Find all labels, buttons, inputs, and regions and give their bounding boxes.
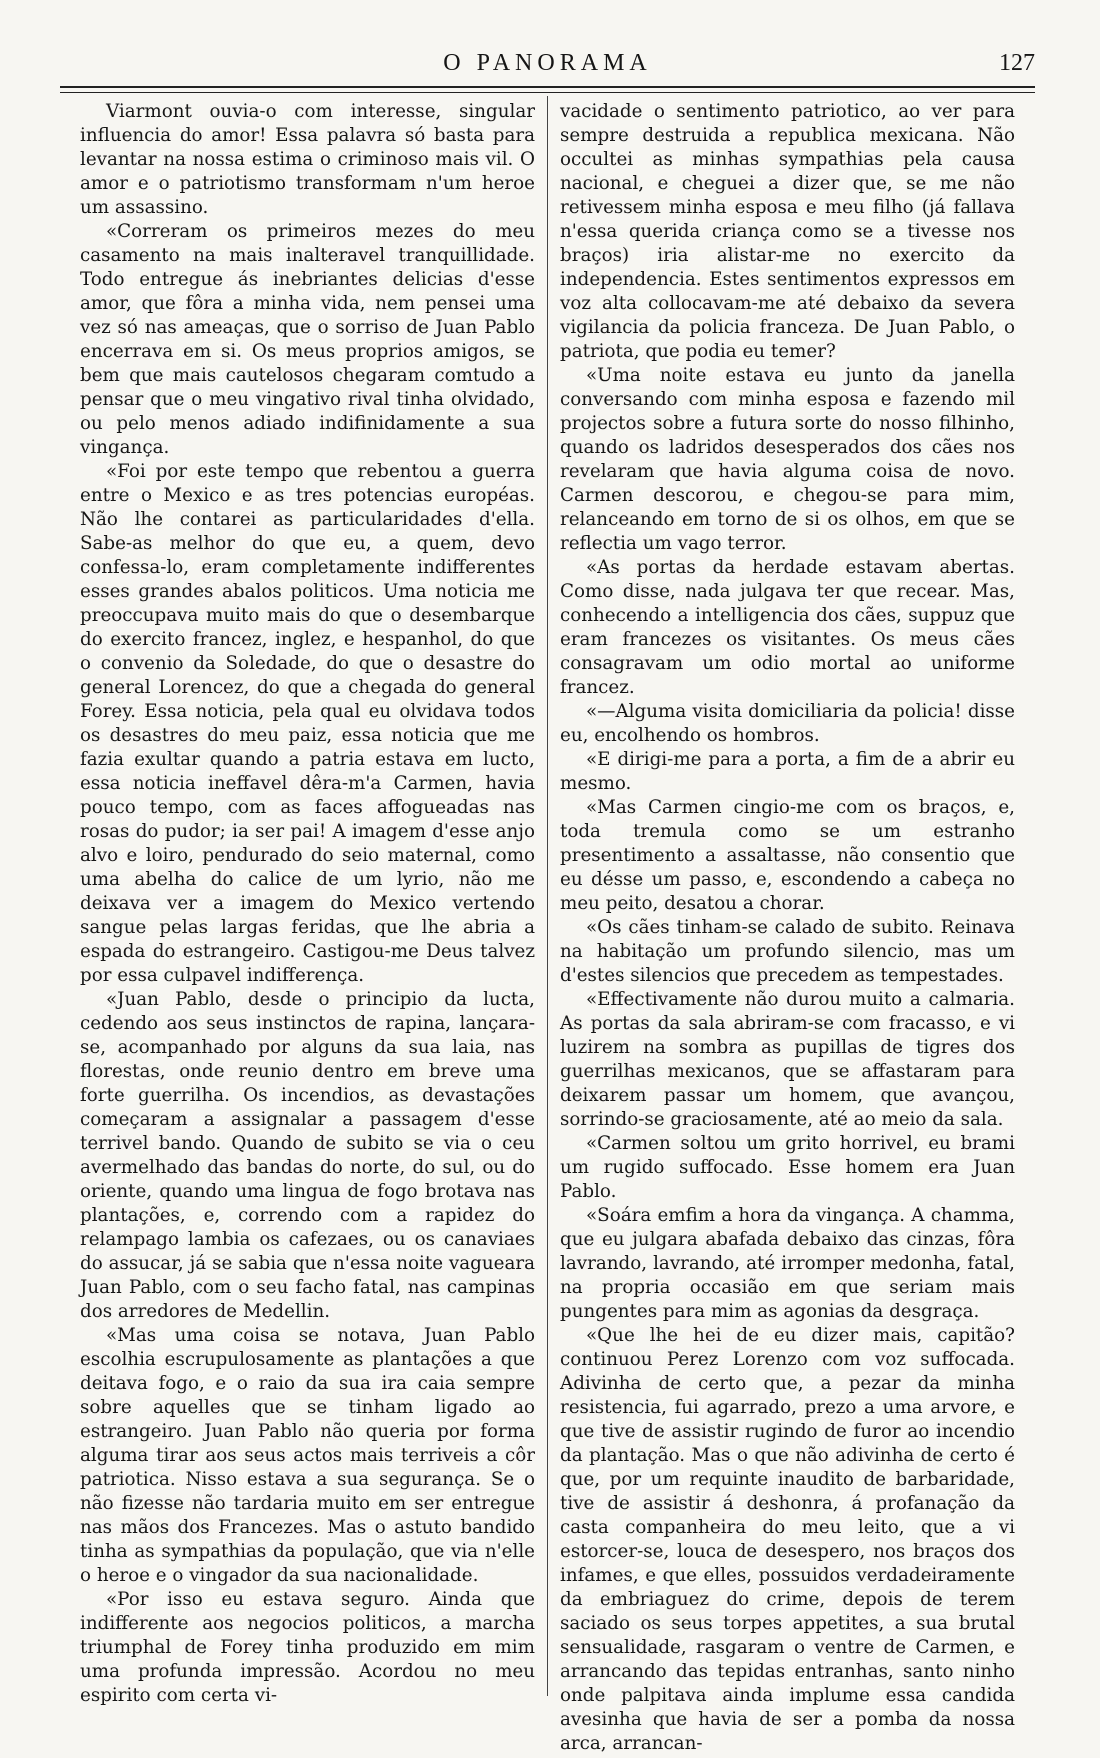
paragraph: «Os cães tinham-se calado de subito. Reinava na habitação um profundo silencio, mas um d'estes silencios que precedem as tempestades. xyxy=(560,917,1015,986)
paragraph: «Correram os primeiros mezes do meu casamento na mais inalteravel tranquillidade. Todo entregue ás inebriantes delicias d'esse amor, que fôra a minha vida, nem pensei uma vez só nas ameaças, que o sorriso de Juan Pablo encerrava em si. Os meus proprios amigos, se bem que mais cautelosos chegaram comtudo a pensar que o meu vingativo rival tinha olvidado, ou pelo menos adiado indifinidamente a sua vingança. xyxy=(80,221,535,458)
publication-title: O PANORAMA xyxy=(443,50,652,76)
paragraph: «Por isso eu estava seguro. Ainda que indifferente aos negocios politicos, a marcha triumphal de Forey tinha produzido em mim uma profunda impressão. Acordou no meu espirito com certa vi- xyxy=(80,1589,535,1706)
page-header xyxy=(60,50,1035,90)
page-number: 127 xyxy=(999,50,1035,76)
paragraph: «E dirigi-me para a porta, a fim de a abrir eu mesmo. xyxy=(560,749,1015,794)
paragraph: «Mas uma coisa se notava, Juan Pablo escolhia escrupulosamente as plantações a que deitava fogo, e o raio da sua ira caia sempre sobre aquelles que se tinham ligado ao estrangeiro. Juan Pablo não queria por forma alguma tirar aos seus actos mais terriveis a côr patriotica. Nisso estava a sua segurança. Se o não fizesse não tardaria muito em ser entregue nas mãos dos Francezes. Mas o astuto bandido tinha as sympathias da população, que via n'elle o heroe e o vingador da sua nacionalidade. xyxy=(80,1325,535,1586)
header-rule-thin xyxy=(60,92,1035,93)
right-column xyxy=(560,100,1015,1754)
paragraph: «As portas da herdade estavam abertas. Como disse, nada julgava ter que recear. Mas, conhecendo a intelligencia dos cães, suppuz que eram francezes os visitantes. Os meus cães consagravam um odio mortal ao uniforme francez. xyxy=(560,557,1015,698)
paragraph: «Que lhe hei de eu dizer mais, capitão? continuou Perez Lorenzo com voz suffocada. Adivinha de certo que, a pezar da minha resistencia, fui agarrado, prezo a uma arvore, e que tive de assistir rugindo de furor ao incendio da plantação. Mas o que não adivinha de certo é que, por um requinte inaudito de barbaridade, tive de assistir á deshonra, á profanação da casta companheira do meu leito, que a vi estorcer-se, louca de desespero, nos braços dos infames, e que elles, possuidos verdadeiramente da embriaguez do crime, depois de terem saciado os seus torpes appetites, a sua brutal sensualidade, rasgaram o ventre de Carmen, e arrancando das tepidas entranhas, santo ninho onde palpitava ainda implume essa candida avesinha que havia de ser a pomba da nossa arca, arrancan- xyxy=(560,1325,1015,1754)
column-divider xyxy=(547,96,548,1696)
header-rule xyxy=(60,86,1035,88)
paragraph: «Mas Carmen cingio-me com os braços, e, toda tremula como se um estranho presentimento a assaltasse, não consentio que eu désse um passo, e, escondendo a cabeça no meu peito, desatou a chorar. xyxy=(560,797,1015,914)
paragraph: «Foi por este tempo que rebentou a guerra entre o Mexico e as tres potencias européas. Não lhe contarei as particularidades d'ella. Sabe-as melhor do que eu, a quem, devo confessa-lo, eram completamente indifferentes esses grandes abalos politicos. Uma noticia me preoccupava muito mais do que o desembarque do exercito francez, inglez, e hespanhol, do que o convenio da Soledade, do que o desastre do general Lorencez, do que a chegada do general Forey. Essa noticia, pela qual eu olvidava todos os desastres do meu paiz, essa noticia que me fazia exultar quando a patria estava em lucto, essa noticia ineffavel dêra-m'a Carmen, havia pouco tempo, com as faces affogueadas nas rosas do pudor; ia ser pai! A imagem d'esse anjo alvo e loiro, pendurado do seio maternal, como uma abelha do calice de um lyrio, não me deixava ver a imagem do Mexico vertendo sangue pelas largas feridas, que lhe abria a espada do estrangeiro. Castigou-me Deus talvez por essa culpavel indifferença. xyxy=(80,461,535,986)
paragraph: «Juan Pablo, desde o principio da lucta, cedendo aos seus instinctos de rapina, lançara-se, acompanhado por alguns da sua laia, nas florestas, onde reunio dentro em breve uma forte guerrilha. Os incendios, as devastações começaram a assignalar a passagem d'esse terrivel bando. Quando de subito se via o ceu avermelhado das bandas do norte, do sul, ou do oriente, quando uma lingua de fogo brotava nas plantações, e, correndo com a rapidez do relampago lambia os cafezaes, ou os canaviaes do assucar, já se sabia que n'essa noite vagueara Juan Pablo, com o seu facho fatal, nas campinas dos arredores de Medellin. xyxy=(80,989,535,1322)
paragraph: «—Alguma visita domiciliaria da policia! disse eu, encolhendo os hombros. xyxy=(560,701,1015,746)
paragraph: «Effectivamente não durou muito a calmaria. As portas da sala abriram-se com fracasso, e vi luzirem na sombra as pupillas de tigres dos guerrilhas mexicanos, que se affastaram para deixarem passar um homem, que avançou, sorrindo-se graciosamente, até ao meio da sala. xyxy=(560,989,1015,1130)
paragraph: «Carmen soltou um grito horrivel, eu brami um rugido suffocado. Esse homem era Juan Pablo. xyxy=(560,1133,1015,1202)
left-column xyxy=(80,100,535,1710)
paragraph: Viarmont ouvia-o com interesse, singular influencia do amor! Essa palavra só basta para levantar na nossa estima o criminoso mais vil. O amor e o patriotismo transformam n'um heroe um assassino. xyxy=(80,101,535,218)
paragraph: «Uma noite estava eu junto da janella conversando com minha esposa e fazendo mil projectos sobre a futura sorte do nosso filhinho, quando os ladridos desesperados dos cães nos revelaram que havia alguma coisa de novo. Carmen descorou, e chegou-se para mim, relanceando em torno de si os olhos, em que se reflectia um vago terror. xyxy=(560,365,1015,554)
paragraph: «Soára emfim a hora da vingança. A chamma, que eu julgara abafada debaixo das cinzas, fôra lavrando, lavrando, até irromper medonha, fatal, na propria occasião em que seriam mais pungentes para mim as agonias da desgraça. xyxy=(560,1205,1015,1322)
paragraph-continuation: vacidade o sentimento patriotico, ao ver para sempre destruida a republica mexicana. Não occultei as minhas sympathias pela causa nacional, e cheguei a dizer que, se me não retivessem minha esposa e meu filho (já fallava n'essa querida criança como se a tivesse nos braços) iria alistar-me no exercito da independencia. Estes sentimentos expressos em voz alta collocavam-me até debaixo da severa vigilancia da policia franceza. De Juan Pablo, o patriota, que podia eu temer? xyxy=(560,101,1015,362)
